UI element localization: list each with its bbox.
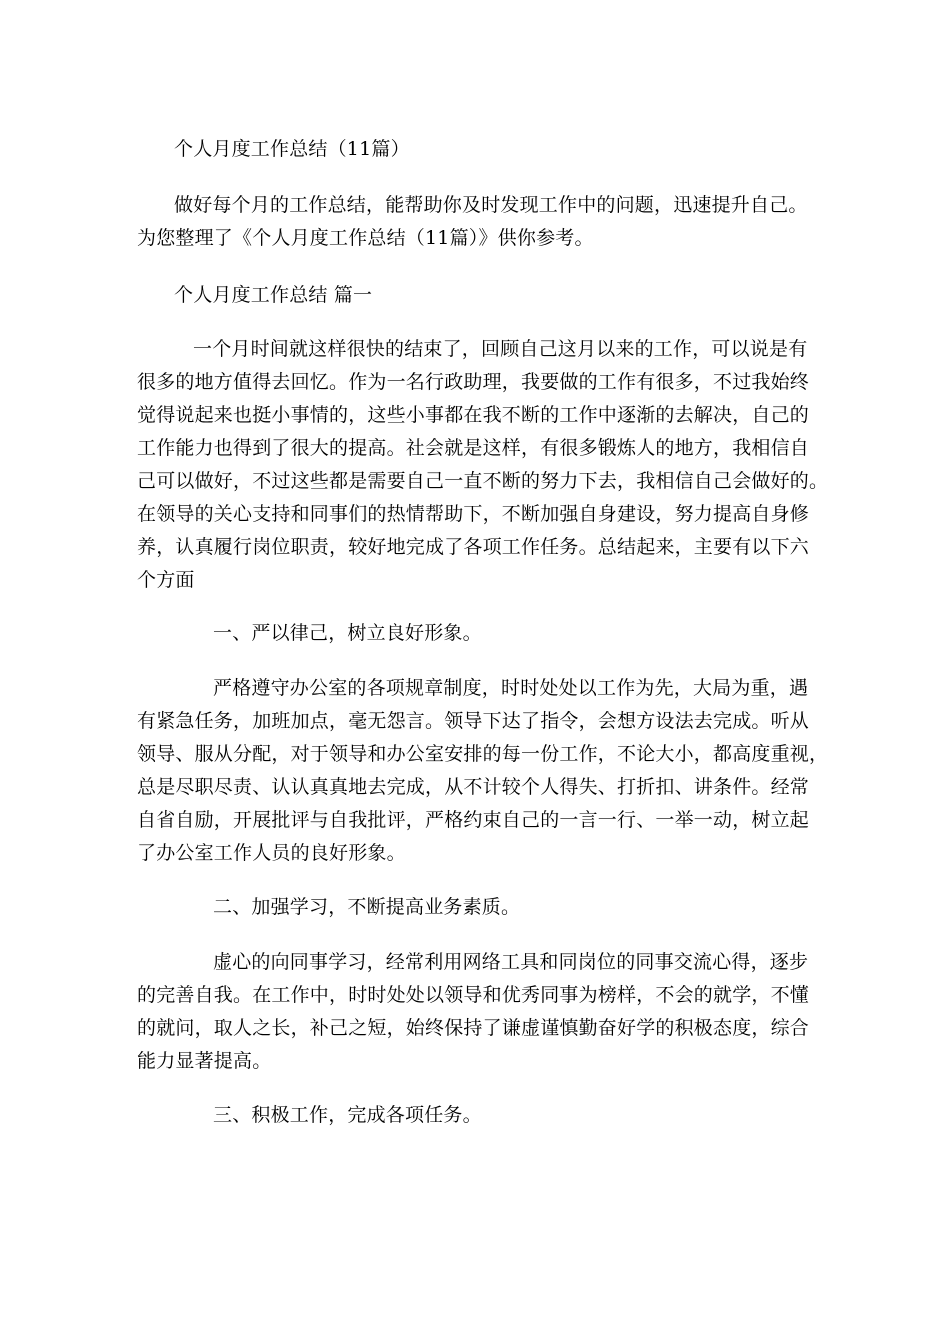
- paragraph2-line: 有紧急任务，加班加点，毫无怨言。领导下达了指令，会想方设法去完成。听从: [137, 710, 810, 732]
- heading-3: 三、积极工作，完成各项任务。: [213, 1104, 482, 1126]
- paragraph3-line: 的就问，取人之长，补己之短，始终保持了谦虚谨慎勤奋好学的积极态度，综合: [137, 1017, 810, 1039]
- paragraph3-line: 的完善自我。在工作中，时时处处以领导和优秀同事为榜样，不会的就学，不懂: [137, 984, 810, 1006]
- paragraph2-line: 自省自励，开展批评与自我批评，严格约束自己的一言一行、一举一动，树立起: [137, 809, 810, 831]
- paragraph2-line: 了办公室工作人员的良好形象。: [137, 842, 406, 864]
- paragraph2-line: 总是尽职尽责、认认真真地去完成，从不计较个人得失、打折扣、讲条件。经常: [137, 776, 810, 798]
- paragraph1-line: 工作能力也得到了很大的提高。社会就是这样，有很多锻炼人的地方，我相信自: [137, 437, 810, 459]
- paragraph1-line: 觉得说起来也挺小事情的，这些小事都在我不断的工作中逐渐的去解决，自己的: [137, 404, 810, 426]
- intro-line-1: 做好每个月的工作总结，能帮助你及时发现工作中的问题，迅速提升自己。: [174, 194, 808, 216]
- paragraph1-line: 个方面: [137, 569, 195, 591]
- paragraph2-line: 领导、服从分配，对于领导和办公室安排的每一份工作，不论大小，都高度重视，: [137, 743, 829, 765]
- paragraph3-line: 虚心的向同事学习，经常利用网络工具和同岗位的同事交流心得，逐步: [213, 951, 809, 973]
- paragraph1-line: 己可以做好，不过这些都是需要自己一直不断的努力下去，我相信自己会做好的。: [137, 470, 829, 492]
- paragraph1-line: 很多的地方值得去回忆。作为一名行政助理，我要做的工作有很多，不过我始终: [137, 371, 810, 393]
- heading-1: 一、严以律己，树立良好形象。: [213, 622, 482, 644]
- section-title: 个人月度工作总结 篇一: [174, 284, 373, 306]
- intro-line-2: 为您整理了《个人月度工作总结（11篇）》供你参考。: [137, 227, 594, 249]
- paragraph3-line: 能力显著提高。: [137, 1050, 272, 1072]
- paragraph1-line: 一个月时间就这样很快的结束了，回顾自己这月以来的工作，可以说是有: [193, 338, 808, 360]
- paragraph1-line: 养，认真履行岗位职责，较好地完成了各项工作任务。总结起来，主要有以下六: [137, 536, 810, 558]
- document-title: 个人月度工作总结（11篇）: [174, 138, 410, 160]
- heading-2: 二、加强学习，不断提高业务素质。: [213, 896, 521, 918]
- paragraph2-line: 严格遵守办公室的各项规章制度，时时处处以工作为先，大局为重，遇: [213, 677, 809, 699]
- paragraph1-line: 在领导的关心支持和同事们的热情帮助下，不断加强自身建设，努力提高自身修: [137, 503, 810, 525]
